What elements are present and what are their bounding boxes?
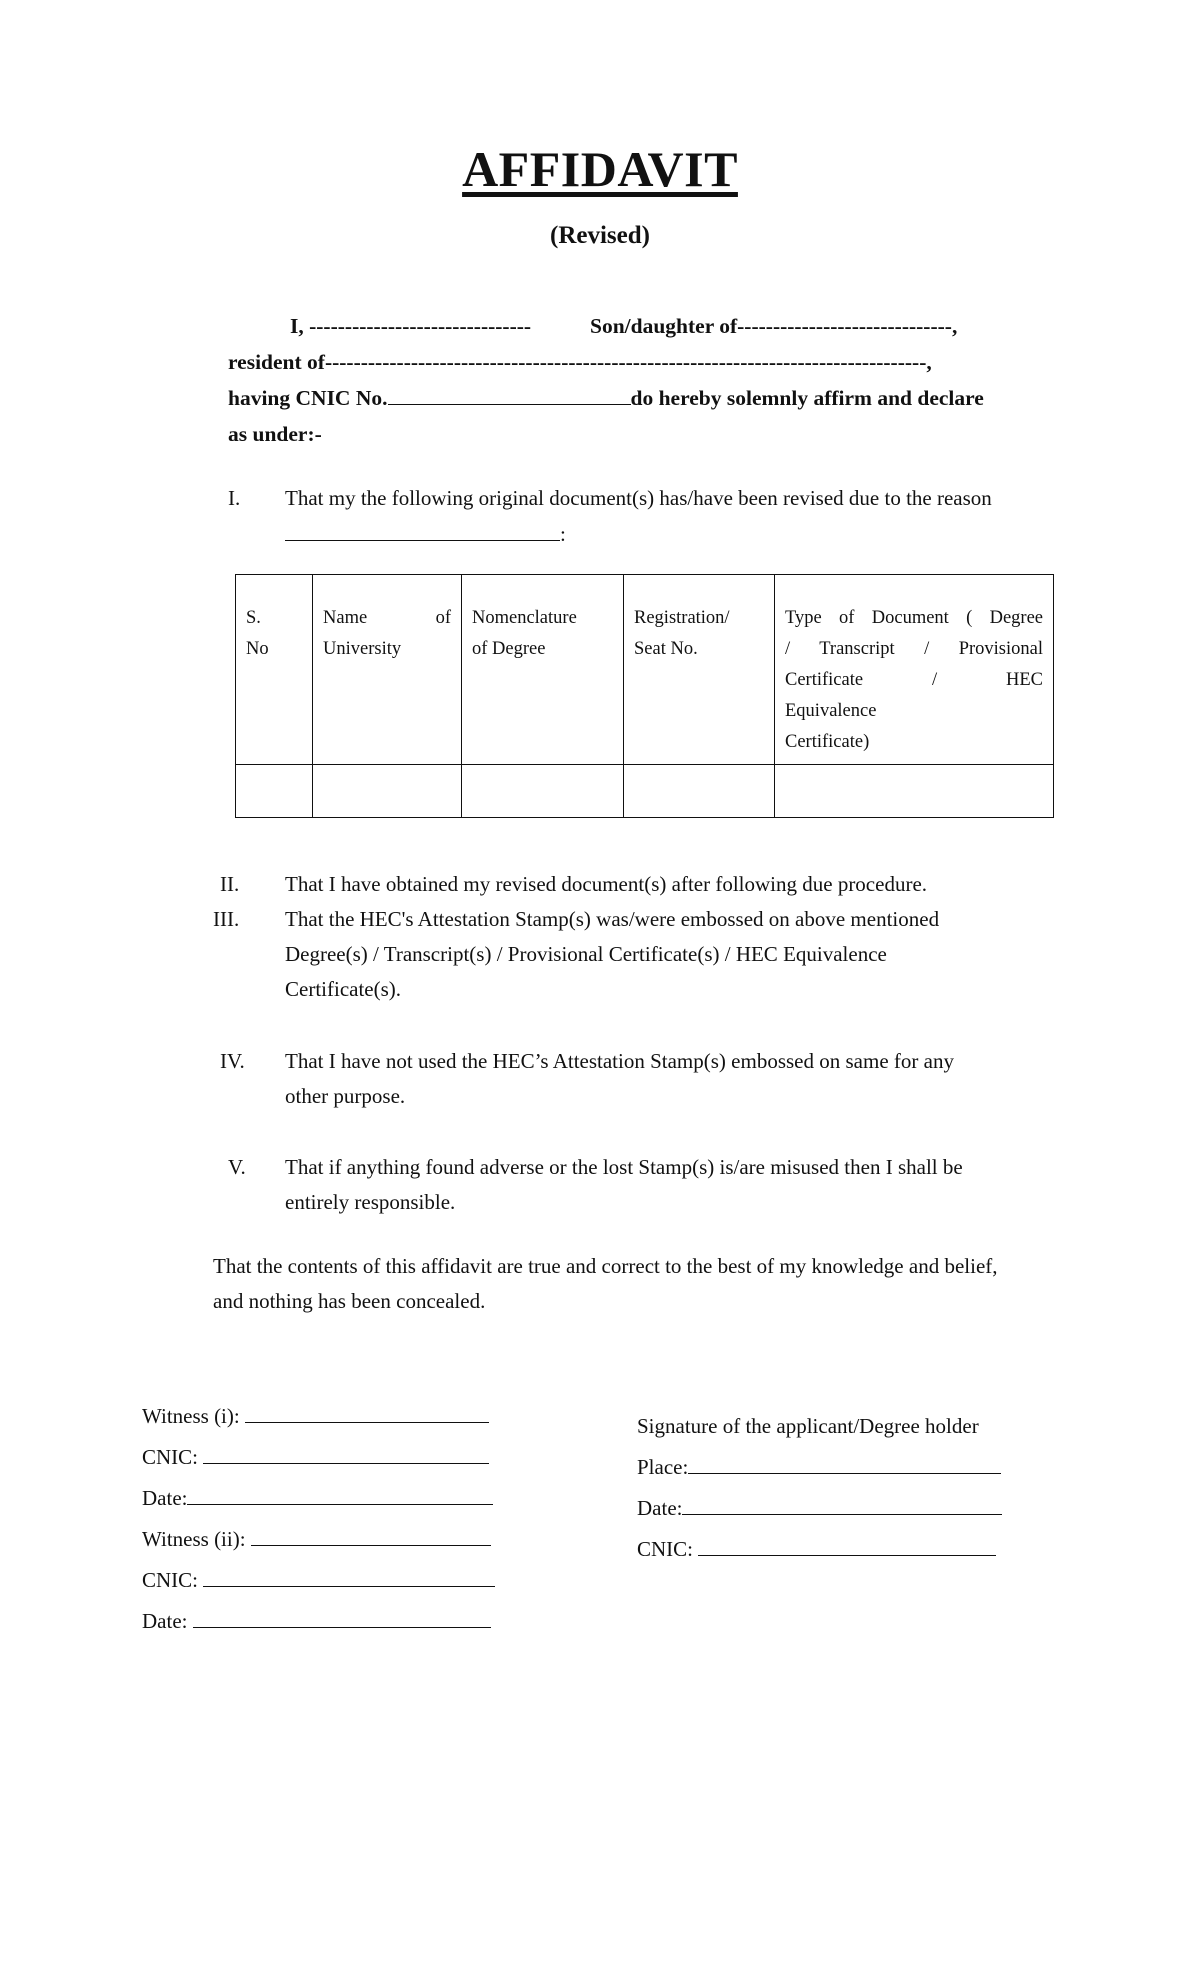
clause-3-text-line-3: Certificate(s). [285, 977, 402, 1001]
witness-1-signature-line[interactable] [245, 1404, 489, 1423]
header-serial-no: S. No [236, 575, 313, 765]
applicant-cnic-field [637, 1537, 996, 1562]
header-registration: Registration/ Seat No. [624, 575, 775, 765]
intro-as-under: as under:- [228, 422, 322, 446]
clause-3-text-line-2: Degree(s) / Transcript(s) / Provisional Certificate(s) / HEC Equivalence [285, 942, 887, 966]
clause-3-text-line-1: That the HEC's Attestation Stamp(s) was/were embossed on above mentioned [285, 907, 940, 931]
applicant-date-line[interactable] [682, 1496, 1002, 1515]
table-cell[interactable] [775, 765, 1054, 818]
witness-1-cnic-field [142, 1445, 489, 1470]
clause-4-text-line-1: That I have not used the HEC’s Attestation Stamp(s) embossed on same for any [285, 1049, 954, 1073]
clause-1-numeral: I. [228, 486, 241, 510]
documents-table [235, 574, 1054, 818]
applicant-cnic-line[interactable] [698, 1537, 996, 1556]
header-degree: Nomenclature of Degree [462, 575, 624, 765]
table-cell[interactable] [313, 765, 462, 818]
table-header-row [236, 575, 1054, 765]
intro-cnic-line [228, 386, 984, 411]
reason-blank-line [285, 522, 560, 541]
applicant-place-label: Place: [637, 1455, 689, 1479]
intro-name-line: I, ------------------------------- [290, 314, 532, 338]
document-title: AFFIDAVIT [462, 141, 738, 197]
document-subtitle: (Revised) [550, 222, 650, 249]
witness-2-field [142, 1527, 491, 1552]
clause-1-text: That my the following original document(s) has/have been revised due to the reason [285, 486, 992, 510]
witness-1-cnic-line[interactable] [203, 1445, 489, 1464]
clause-2-text: That I have obtained my revised document(s) after following due procedure. [285, 872, 928, 896]
intro-parent-line: Son/daughter of------------------------------, [590, 314, 958, 338]
intro-cnic-label: having CNIC No. [228, 386, 388, 410]
header-document-type: Type of Document ( Degree / Transcript / Provisional Certificate / HEC Equivalence Certificate) [775, 575, 1054, 765]
clause-4-numeral: IV. [220, 1049, 245, 1073]
clause-5-text-line-2: entirely responsible. [285, 1190, 456, 1214]
witness-2-cnic-line[interactable] [203, 1568, 495, 1587]
witness-1-date-line[interactable] [187, 1486, 493, 1505]
table-cell[interactable] [624, 765, 775, 818]
clause-5-text-line-1: That if anything found adverse or the lost Stamp(s) is/are misused then I shall be [285, 1155, 963, 1179]
witness-2-label: Witness (ii): [142, 1527, 246, 1551]
witness-1-label: Witness (i): [142, 1404, 240, 1428]
intro-residence-line: resident of------------------------------------------------------------------------------------, [228, 350, 932, 374]
table-cell[interactable] [462, 765, 624, 818]
conclusion-line-1: That the contents of this affidavit are true and correct to the best of my knowledge and belief, [213, 1254, 998, 1278]
clause-1-reason [285, 522, 566, 547]
applicant-date-label: Date: [637, 1496, 683, 1520]
witness-2-date-field [142, 1609, 491, 1634]
witness-1-date-label: Date: [142, 1486, 188, 1510]
intro-declare-text: do hereby solemnly affirm and declare [630, 386, 984, 410]
clause-2-numeral: II. [220, 872, 240, 896]
witness-2-cnic-label: CNIC: [142, 1568, 199, 1592]
clause-1-colon: : [560, 522, 566, 546]
table-cell[interactable] [236, 765, 313, 818]
applicant-date-field [637, 1496, 1002, 1521]
clause-5-numeral: V. [228, 1155, 246, 1179]
table-row [236, 765, 1054, 818]
header-university: Name of University [313, 575, 462, 765]
witness-1-cnic-label: CNIC: [142, 1445, 199, 1469]
witness-1-field [142, 1404, 489, 1429]
witness-2-signature-line[interactable] [251, 1527, 491, 1546]
witness-1-date-field [142, 1486, 493, 1511]
applicant-place-field [637, 1455, 1001, 1480]
applicant-place-line[interactable] [688, 1455, 1001, 1474]
cnic-blank-line [388, 386, 631, 405]
conclusion-line-2: and nothing has been concealed. [213, 1289, 486, 1313]
clause-4-text-line-2: other purpose. [285, 1084, 406, 1108]
witness-2-date-line[interactable] [193, 1609, 491, 1628]
witness-2-date-label: Date: [142, 1609, 188, 1633]
witness-2-cnic-field [142, 1568, 495, 1593]
clause-3-numeral: III. [213, 907, 240, 931]
applicant-signature-heading: Signature of the applicant/Degree holder [637, 1414, 979, 1438]
applicant-cnic-label: CNIC: [637, 1537, 694, 1561]
